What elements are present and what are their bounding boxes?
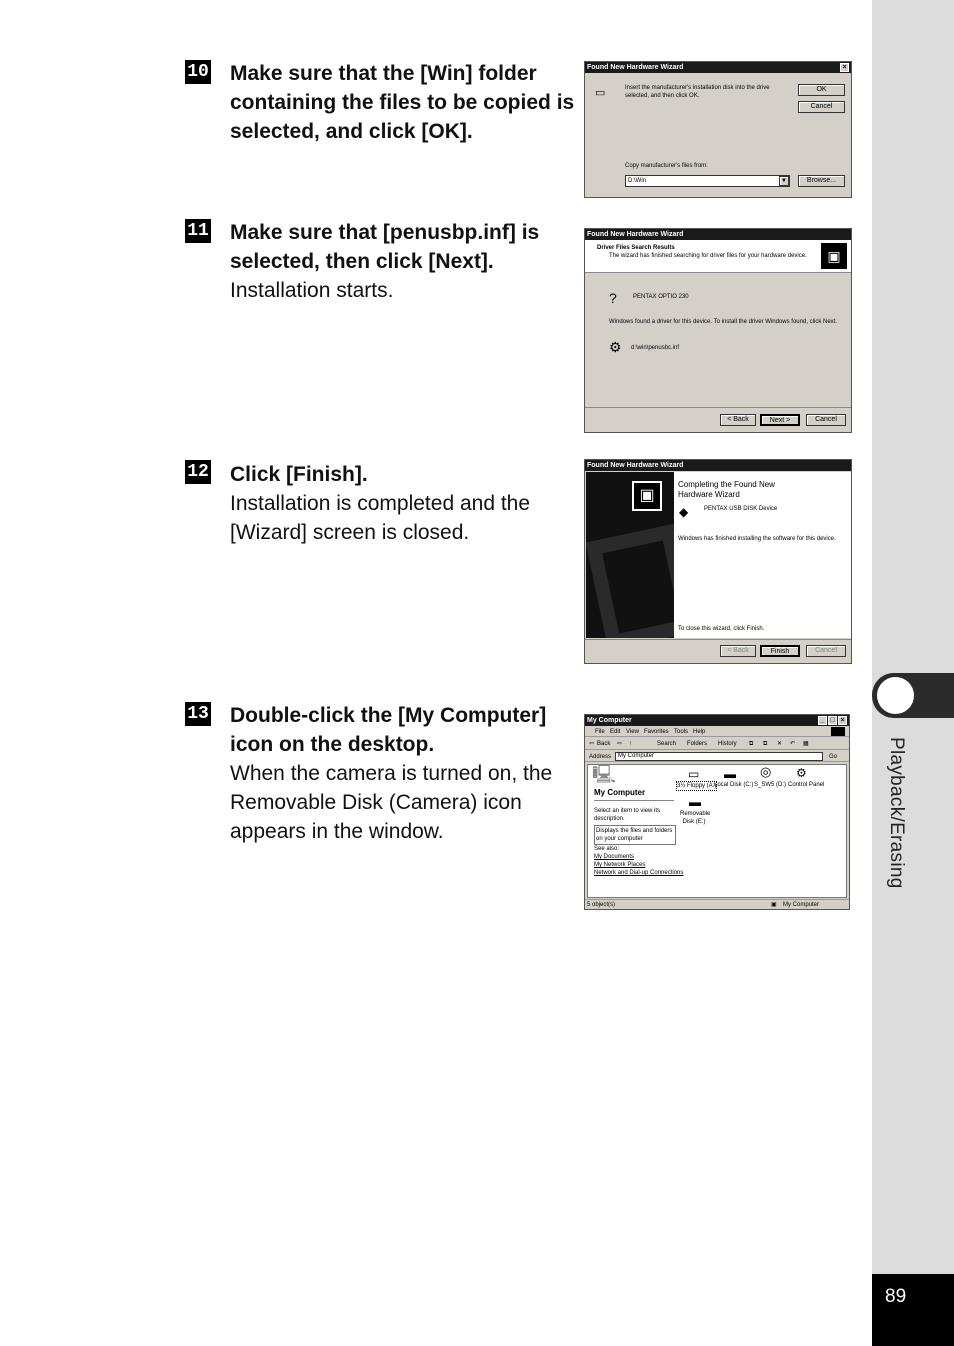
control-panel-icon[interactable]: ⚙ bbox=[796, 766, 807, 780]
step-number: 12 bbox=[185, 460, 211, 484]
wizard-heading: Completing the Found New Hardware Wizard bbox=[678, 480, 775, 499]
section-label: Playback/Erasing bbox=[886, 737, 907, 889]
window-titlebar bbox=[585, 62, 851, 73]
footer-divider bbox=[585, 407, 851, 408]
driver-found-text: Windows found a driver for this device. To install the driver Windows found, click Next. bbox=[609, 319, 837, 325]
go-button[interactable]: Go bbox=[829, 754, 838, 760]
step-text bbox=[230, 701, 580, 846]
forward-arrow-icon[interactable]: ⇨ bbox=[617, 741, 623, 747]
up-folder-icon[interactable]: ↑ bbox=[629, 741, 632, 747]
wizard-heading: Driver Files Search Results bbox=[597, 245, 675, 251]
close-icon[interactable]: × bbox=[840, 63, 849, 72]
next-button[interactable]: Next > bbox=[760, 414, 800, 426]
status-location: My Computer bbox=[783, 902, 820, 908]
window-title: Found New Hardware Wizard bbox=[587, 462, 684, 469]
step-text bbox=[230, 59, 580, 146]
section-tab-circle bbox=[877, 677, 914, 714]
cancel-button[interactable]: Cancel bbox=[806, 414, 846, 426]
floppy-drive-icon[interactable]: ▭ bbox=[688, 767, 700, 781]
close-wizard-text: To close this wizard, click Finish. bbox=[678, 626, 765, 632]
hard-disk-icon[interactable]: ▬ bbox=[724, 767, 736, 781]
chevron-down-icon[interactable]: ▼ bbox=[779, 176, 789, 186]
page-number-box bbox=[872, 1274, 954, 1346]
hardware-wizard-icon: ▣ bbox=[632, 481, 662, 511]
drive-floppy-label[interactable]: 3½ Floppy (A:) bbox=[677, 783, 717, 789]
step-instruction: Double-click the [My Computer] icon on the desktop. bbox=[230, 704, 547, 756]
delete-icon[interactable]: ✕ bbox=[777, 741, 783, 747]
window-title: My Computer bbox=[587, 717, 632, 724]
footer-divider bbox=[585, 639, 851, 640]
content-pane bbox=[587, 764, 847, 898]
link-my-documents[interactable]: My Documents bbox=[594, 854, 635, 860]
page-number: 89 bbox=[885, 1286, 907, 1307]
menu-tools[interactable]: Tools bbox=[674, 729, 689, 735]
usb-device-icon: ◆ bbox=[679, 505, 689, 519]
drive-local-disk-label[interactable]: Local Disk (C:) bbox=[714, 782, 754, 788]
address-input[interactable]: My Computer bbox=[615, 752, 823, 761]
toolbar bbox=[585, 738, 849, 750]
hardware-wizard-icon: ▣ bbox=[821, 243, 847, 269]
toolbar-search[interactable]: Search bbox=[657, 741, 677, 747]
status-bar bbox=[585, 899, 849, 909]
step-number: 11 bbox=[185, 219, 211, 243]
my-computer-window bbox=[584, 714, 850, 910]
copy-to-icon[interactable]: ⧉ bbox=[763, 741, 768, 747]
wizard-window-completing bbox=[584, 459, 852, 664]
toolbar-history[interactable]: History bbox=[718, 741, 737, 747]
insert-disk-message: Insert the manufacturer's installation disk into the drive selected, and then click OK. bbox=[625, 85, 770, 99]
back-button[interactable]: < Back bbox=[720, 414, 756, 426]
disk-drive-icon: ▭ bbox=[595, 87, 606, 99]
views-icon[interactable]: ▦ bbox=[803, 741, 809, 747]
minimize-icon[interactable]: _ bbox=[818, 716, 827, 725]
window-titlebar bbox=[585, 715, 849, 726]
back-button[interactable]: < Back bbox=[720, 645, 756, 657]
browse-button[interactable]: Browse... bbox=[798, 175, 845, 187]
device-name: PENTAX OPTIO 230 bbox=[633, 294, 689, 300]
finish-button[interactable]: Finish bbox=[760, 645, 800, 657]
menu-favorites[interactable]: Favorites bbox=[644, 729, 669, 735]
step-result: Installation is completed and the [Wizard] screen is closed. bbox=[230, 492, 531, 544]
install-complete-text: Windows has finished installing the software for this device. bbox=[678, 536, 836, 542]
panel-description: Select an item to view its description. bbox=[594, 808, 661, 822]
move-to-icon[interactable]: ⧉ bbox=[749, 741, 754, 747]
step-text bbox=[230, 460, 580, 547]
window-titlebar bbox=[585, 460, 851, 471]
step-number: 10 bbox=[185, 60, 211, 84]
drive-removable-label[interactable]: Removable Disk (E:) bbox=[680, 811, 711, 825]
cd-drive-icon[interactable]: ◎ bbox=[760, 764, 772, 779]
menu-help[interactable]: Help bbox=[693, 729, 706, 735]
path-combobox[interactable]: D:\Win bbox=[625, 175, 790, 187]
step-number: 13 bbox=[185, 702, 211, 726]
toolbar-folders[interactable]: Folders bbox=[687, 741, 708, 747]
wizard-window-insert-disk bbox=[584, 61, 852, 198]
step-instruction: Make sure that [penusbp.inf] is selected, then click [Next]. bbox=[230, 221, 540, 273]
maximize-icon[interactable]: □ bbox=[828, 716, 837, 725]
menu-view[interactable]: View bbox=[626, 729, 639, 735]
panel-divider bbox=[594, 800, 674, 801]
cancel-button[interactable]: Cancel bbox=[798, 101, 845, 113]
see-also-label: See also: bbox=[594, 846, 620, 852]
setup-file-icon: ⚙ bbox=[609, 339, 622, 355]
menu-edit[interactable]: Edit bbox=[610, 729, 621, 735]
step-instruction: Click [Finish]. bbox=[230, 463, 368, 486]
window-titlebar bbox=[585, 229, 851, 240]
address-bar bbox=[585, 751, 849, 762]
undo-icon[interactable]: ↶ bbox=[790, 741, 796, 747]
computer-icon: 🖳 bbox=[592, 764, 617, 784]
drive-cd-label[interactable]: S_SW5 (D:) bbox=[754, 782, 787, 788]
cancel-button[interactable]: Cancel bbox=[806, 645, 846, 657]
address-label: Address bbox=[589, 754, 612, 760]
panel-info-box: Displays the files and folders on your computer bbox=[594, 825, 676, 845]
control-panel-label[interactable]: Control Panel bbox=[788, 782, 825, 788]
window-title: Found New Hardware Wizard bbox=[587, 231, 684, 238]
step-text bbox=[230, 218, 580, 305]
close-icon[interactable]: × bbox=[838, 716, 847, 725]
removable-disk-icon[interactable]: ▬ bbox=[689, 795, 701, 809]
status-objects: 5 object(s) bbox=[587, 902, 616, 908]
toolbar-back[interactable]: Back bbox=[597, 741, 611, 747]
window-title: Found New Hardware Wizard bbox=[587, 64, 684, 71]
menu-bar bbox=[585, 727, 849, 737]
ok-button[interactable]: OK bbox=[798, 84, 845, 96]
wizard-subheading: The wizard has finished searching for driver files for your hardware device. bbox=[609, 253, 807, 259]
back-arrow-icon[interactable]: ⇦ bbox=[589, 741, 595, 747]
header-divider bbox=[585, 272, 851, 273]
unknown-device-icon: ? bbox=[609, 290, 617, 306]
step-instruction: Make sure that the [Win] folder containing the files to be copied is selected, and click [OK]. bbox=[230, 62, 575, 143]
windows-logo-icon bbox=[831, 727, 845, 736]
step-result: Installation starts. bbox=[230, 279, 394, 302]
menu-file[interactable]: File bbox=[595, 729, 605, 735]
step-result: When the camera is turned on, the Removable Disk (Camera) icon appears in the window. bbox=[230, 762, 553, 843]
copy-from-label: Copy manufacturer's files from: bbox=[625, 163, 708, 169]
device-name: PENTAX USB DISK Device bbox=[704, 506, 778, 512]
link-my-network-places[interactable]: My Network Places bbox=[594, 862, 646, 868]
link-network-connections[interactable]: Network and Dial-up Connections bbox=[594, 870, 684, 876]
computer-small-icon: ▣ bbox=[771, 902, 777, 908]
wizard-window-search-results bbox=[584, 228, 852, 433]
driver-file-path: d:\win\penusbc.inf bbox=[631, 345, 680, 351]
panel-title: My Computer bbox=[594, 788, 646, 797]
